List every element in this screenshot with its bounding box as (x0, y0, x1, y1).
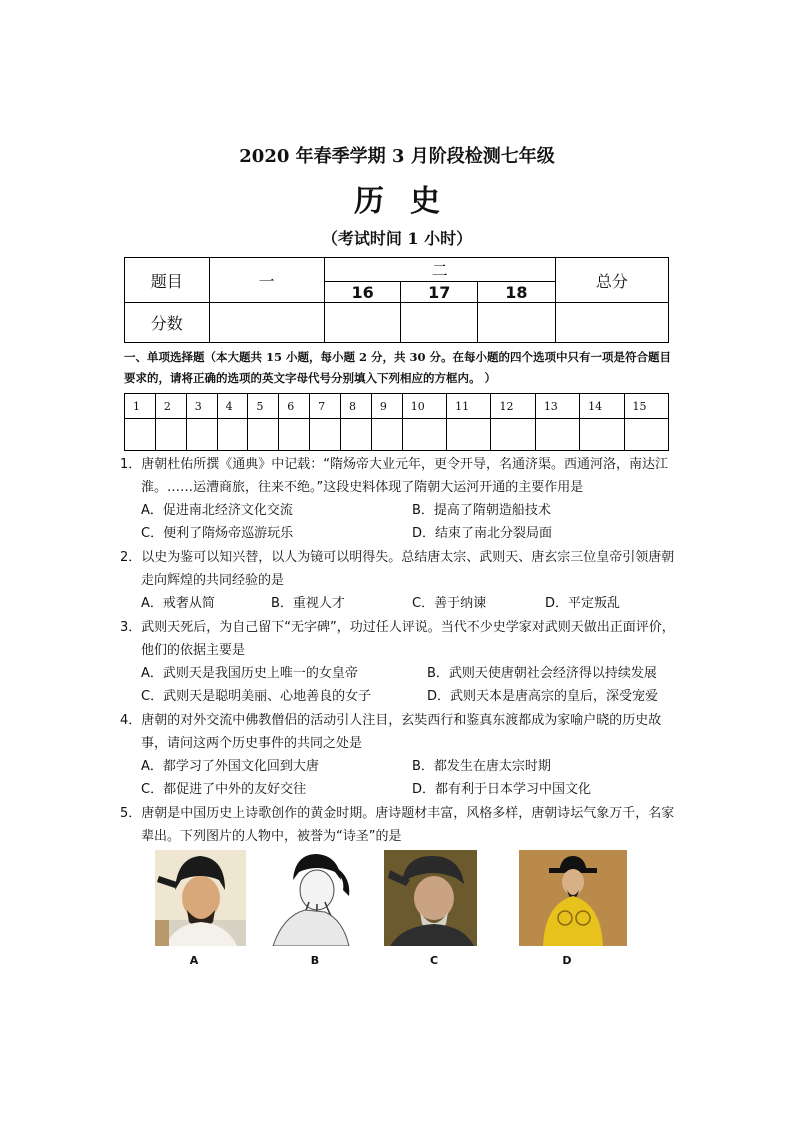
portrait-b-image[interactable] (265, 850, 351, 946)
answer-grid (124, 393, 669, 451)
part-two-header: 二 (324, 258, 555, 282)
answer-number-4: 4 (217, 394, 248, 419)
question-3 (120, 616, 680, 708)
portrait-options (0, 850, 794, 970)
answer-number-10: 10 (402, 394, 446, 419)
option-c[interactable]: C．善于纳谏 (412, 596, 487, 611)
answer-number-6: 6 (279, 394, 310, 419)
score-cell-16[interactable] (324, 303, 401, 343)
portrait-label-a: A (189, 954, 199, 967)
answer-box-3[interactable] (186, 419, 217, 451)
portrait-label-d: D (562, 954, 572, 967)
score-cell-17[interactable] (401, 303, 478, 343)
answer-box-14[interactable] (580, 419, 624, 451)
topic-label: 题目 (125, 258, 210, 303)
portrait-a-image[interactable] (155, 850, 246, 946)
question-1 (120, 453, 680, 545)
score-cell-total[interactable] (555, 303, 668, 343)
option-d[interactable]: D．结束了南北分裂局面 (412, 526, 553, 541)
answer-box-2[interactable] (155, 419, 186, 451)
option-c[interactable]: C．武则天是聪明美丽、心地善良的女子 (141, 689, 372, 704)
answer-number-14: 14 (580, 394, 624, 419)
answer-box-9[interactable] (371, 419, 402, 451)
answer-box-6[interactable] (279, 419, 310, 451)
score-table (124, 257, 669, 343)
score-label: 分数 (125, 303, 210, 343)
question-2 (120, 546, 680, 615)
option-b[interactable]: B．提高了隋朝造船技术 (412, 503, 551, 518)
portrait-label-c: C (429, 954, 439, 967)
subject-title: 历史 (354, 184, 466, 219)
answer-number-8: 8 (341, 394, 372, 419)
option-d[interactable]: D．都有利于日本学习中国文化 (412, 782, 592, 797)
portrait-c-image[interactable] (384, 850, 477, 946)
option-a[interactable]: A．戒奢从简 (141, 596, 215, 611)
answer-box-12[interactable] (491, 419, 535, 451)
sub-header-17: 17 (401, 282, 478, 303)
question-4 (120, 709, 680, 801)
option-b[interactable]: B．都发生在唐太宗时期 (412, 759, 551, 774)
portrait-label-b: B (310, 954, 320, 967)
option-b[interactable]: B．武则天使唐朝社会经济得以持续发展 (427, 666, 657, 681)
answer-number-7: 7 (310, 394, 341, 419)
option-d[interactable]: D．平定叛乱 (545, 596, 621, 611)
answer-number-2: 2 (155, 394, 186, 419)
answer-box-7[interactable] (310, 419, 341, 451)
answer-number-15: 15 (624, 394, 668, 419)
answer-box-8[interactable] (341, 419, 372, 451)
answer-number-5: 5 (248, 394, 279, 419)
sub-header-18: 18 (478, 282, 556, 303)
option-a[interactable]: A．促进南北经济文化交流 (141, 503, 293, 518)
score-cell-18[interactable] (478, 303, 556, 343)
option-c[interactable]: C．都促进了中外的友好交往 (141, 782, 307, 797)
answer-box-11[interactable] (447, 419, 491, 451)
answer-number-1: 1 (125, 394, 156, 419)
exam-title: 2020 年春季学期 3 月阶段检测七年级 (239, 146, 555, 167)
question-stem: 3．武则天死后，为自己留下“无字碑”，功过任人评说。当代不少史学家对武则天做出正面评价，他们的依据主要是 (120, 620, 675, 658)
exam-duration: （考试时间 1 小时） (321, 229, 473, 248)
part-one-header: 一 (209, 258, 324, 303)
answer-box-15[interactable] (624, 419, 668, 451)
answer-number-3: 3 (186, 394, 217, 419)
total-header: 总分 (555, 258, 668, 303)
option-c[interactable]: C．便利了隋炀帝巡游玩乐 (141, 526, 294, 541)
answer-number-11: 11 (447, 394, 491, 419)
answer-number-13: 13 (535, 394, 579, 419)
answer-number-9: 9 (371, 394, 402, 419)
answer-box-4[interactable] (217, 419, 248, 451)
question-stem: 5．唐朝是中国历史上诗歌创作的黄金时期。唐诗题材丰富，风格多样，唐朝诗坛气象万千，名家辈出。下列图片的人物中，被誉为“诗圣”的是 (120, 806, 675, 844)
answer-number-12: 12 (491, 394, 535, 419)
option-b[interactable]: B．重视人才 (271, 596, 345, 611)
question-stem: 2．以史为鉴可以知兴替，以人为镜可以明得失。总结唐太宗、武则天、唐玄宗三位皇帝引领唐朝走向辉煌的共同经验的是 (120, 550, 675, 588)
answer-box-1[interactable] (125, 419, 156, 451)
answer-box-13[interactable] (535, 419, 579, 451)
question-stem: 1．唐朝杜佑所撰《通典》中记载：“隋炀帝大业元年，更令开导，名通济渠。西通河洛，南达江淮。……运漕商旅，往来不绝。”这段史料体现了隋朝大运河开通的主要作用是 (120, 457, 669, 495)
portrait-d-image[interactable] (519, 850, 627, 946)
section-instructions: 一、单项选择题（本大题共 15 小题，每小题 2 分，共 30 分。在每小题的四个选项中只有一项是符合题目要求的，请将正确的选项的英文字母代号分别填入下列相应的方框内。 ） (124, 350, 672, 385)
question-stem: 4．唐朝的对外交流中佛教僧侣的活动引人注目，玄奘西行和鉴真东渡都成为家喻户晓的历史故事，请问这两个历史事件的共同之处是 (120, 713, 662, 751)
option-a[interactable]: A．都学习了外国文化回到大唐 (141, 759, 319, 774)
option-a[interactable]: A．武则天是我国历史上唯一的女皇帝 (141, 666, 358, 681)
answer-box-5[interactable] (248, 419, 279, 451)
option-d[interactable]: D．武则天本是唐高宗的皇后，深受宠爱 (427, 689, 659, 704)
score-cell-part1[interactable] (209, 303, 324, 343)
answer-box-10[interactable] (402, 419, 446, 451)
sub-header-16: 16 (324, 282, 401, 303)
question-5 (120, 802, 680, 848)
